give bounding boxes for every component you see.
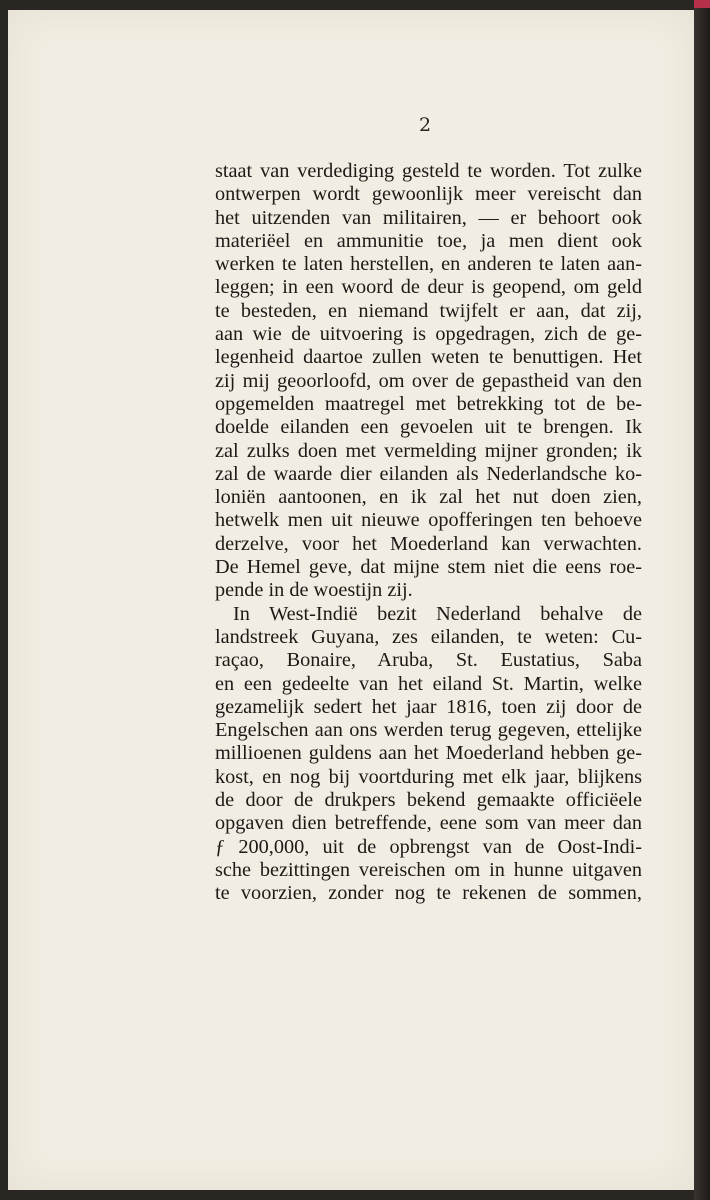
text-line: doelde eilanden een gevoelen uit te brengen. Ik	[215, 416, 642, 439]
text-line: ƒ 200,000, uit de opbrengst van de Oost-Indi-	[215, 835, 642, 858]
text-line: en een gedeelte van het eiland St. Martin, welke	[215, 672, 642, 695]
text-line: ontwerpen wordt gewoonlijk meer vereischt dan	[215, 183, 642, 206]
text-line: materiëel en ammunitie toe, ja men dient ook	[215, 229, 642, 252]
text-line: zal zulks doen met vermelding mijner gronden; ik	[215, 439, 642, 462]
text-line: millioenen guldens aan het Moederland hebben ge-	[215, 742, 642, 765]
text-line: staat van verdediging gesteld te worden. Tot zulke	[215, 160, 642, 182]
text-line: leggen; in een woord de deur is geopend, om geld	[215, 276, 642, 299]
text-line: het uitzenden van militairen, — er behoort ook	[215, 206, 642, 229]
text-line: pende in de woestijn zij.	[215, 579, 413, 602]
text-line: De Hemel geve, dat mijne stem niet die eens roe-	[215, 556, 642, 579]
text-line: gezamelijk sedert het jaar 1816, toen zij door de	[215, 695, 642, 718]
text-line: zal de waarde dier eilanden als Nederlandsche ko-	[215, 462, 642, 485]
page-number: 2	[418, 114, 432, 136]
bookmark-ribbon	[694, 0, 710, 8]
text-line: derzelve, voor het Moederland kan verwachten.	[215, 532, 642, 555]
text-line: sche bezittingen vereischen om in hunne uitgaven	[215, 858, 642, 881]
text-line: landstreek Guyana, zes eilanden, te weten: Cu-	[215, 625, 642, 648]
text-line: aan wie de uitvoering is opgedragen, zich de ge-	[215, 323, 642, 346]
text-line: opgemelden maatregel met betrekking tot de be-	[215, 392, 642, 415]
text-line: kost, en nog bij voortduring met elk jaar, blijkens	[215, 765, 642, 788]
text-line: loniën aantoonen, en ik zal het nut doen zien,	[215, 486, 642, 509]
text-line: te voorzien, zonder nog te rekenen de sommen,	[215, 882, 642, 905]
text-line: legenheid daartoe zullen weten te benuttigen. Het	[215, 346, 642, 369]
body-text	[215, 160, 642, 906]
text-line: raçao, Bonaire, Aruba, St. Eustatius, Saba	[215, 649, 642, 672]
text-line: opgaven dien betreffende, eene som van meer dan	[215, 812, 642, 835]
text-line: Engelschen aan ons werden terug gegeven, ettelijke	[215, 719, 642, 742]
text-line: hetwelk men uit nieuwe opofferingen ten behoeve	[215, 509, 642, 532]
text-line: te besteden, en niemand twijfelt er aan, dat zij,	[215, 299, 642, 322]
text-line: werken te laten herstellen, en anderen te laten aan-	[215, 253, 642, 276]
book-edge	[694, 0, 710, 1200]
text-line: de door de drukpers bekend gemaakte officiëele	[215, 789, 642, 812]
text-line: zij mij geoorloofd, om over de gepastheid van den	[215, 369, 642, 392]
text-line: In West-Indië bezit Nederland behalve de	[233, 602, 642, 625]
